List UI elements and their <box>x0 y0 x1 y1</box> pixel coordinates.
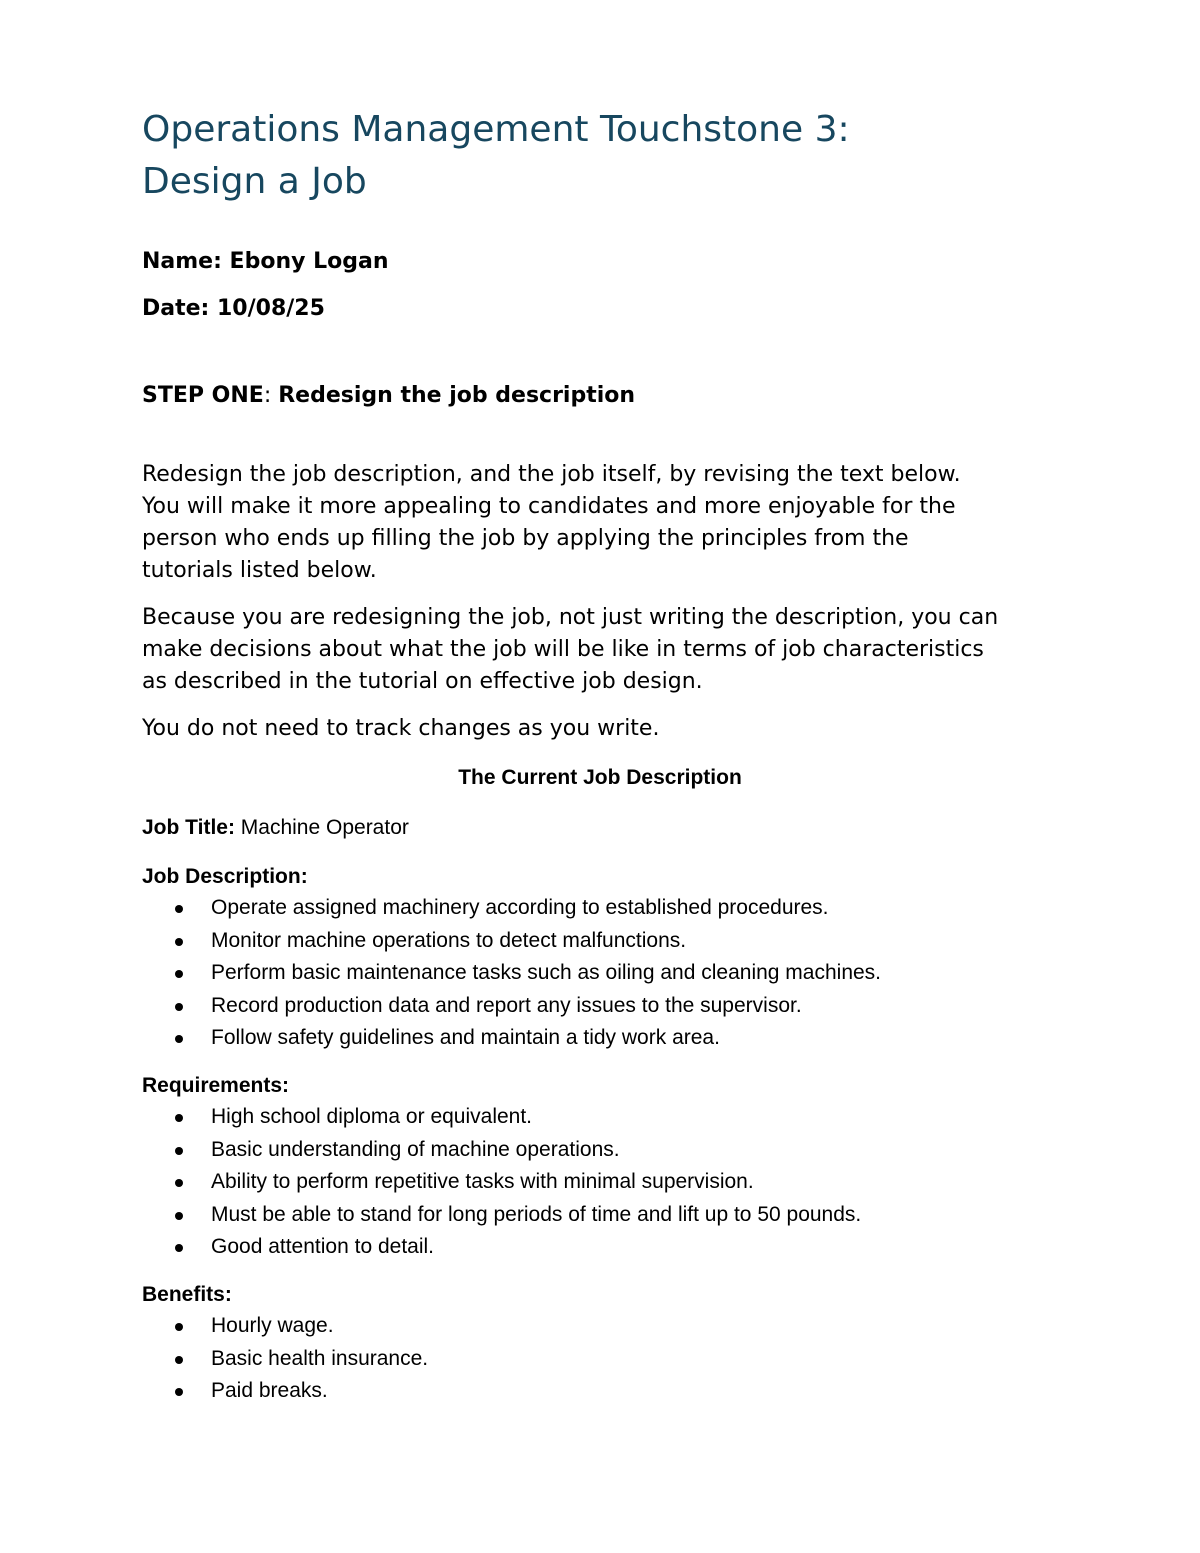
bullet-icon <box>175 1323 183 1331</box>
list-item-text: Must be able to stand for long periods of time and lift up to 50 pounds. <box>211 1202 862 1226</box>
list-item <box>142 1166 861 1199</box>
bullet-icon <box>175 1356 183 1364</box>
instruction-line: as described in the tutorial on effective job design. <box>142 669 703 694</box>
instruction-line: Because you are redesigning the job, not just writing the description, you can <box>142 605 999 630</box>
list-item-text: Record production data and report any issues to the supervisor. <box>211 993 802 1017</box>
bullet-icon <box>175 938 183 946</box>
benefits-list <box>142 1310 428 1408</box>
document-title <box>142 104 850 208</box>
bullet-icon <box>175 1114 183 1122</box>
list-item <box>142 1199 861 1232</box>
benefits-label <box>142 1281 232 1309</box>
instruction-line: person who ends up filling the job by applying the principles from the <box>142 526 909 551</box>
list-item <box>142 925 881 958</box>
current-job-heading: The Current Job Description <box>458 766 742 789</box>
list-item-text: Paid breaks. <box>211 1379 328 1402</box>
list-item <box>142 990 881 1023</box>
instruction-line: make decisions about what the job will be like in terms of job characteristics <box>142 637 984 662</box>
instruction-line: Redesign the job description, and the job itself, by revising the text below. <box>142 462 961 487</box>
requirements-list <box>142 1101 861 1264</box>
job-description-label-text: Job Description: <box>142 865 308 888</box>
list-item <box>142 892 881 925</box>
bullet-icon <box>175 1035 183 1043</box>
list-item-text: Hourly wage. <box>211 1314 334 1337</box>
submission-date: Date: 10/08/25 <box>142 296 325 321</box>
instruction-paragraph-1 <box>142 459 961 587</box>
instruction-paragraph-3: You do not need to track changes as you write. <box>142 716 660 741</box>
step-one-heading <box>142 382 635 410</box>
job-title-line <box>142 814 409 842</box>
list-item-text: Operate assigned machinery according to established procedures. <box>211 896 829 919</box>
bullet-icon <box>175 1003 183 1011</box>
list-item <box>142 1101 861 1134</box>
job-title-value: Machine Operator <box>234 816 409 839</box>
list-item-text: Basic health insurance. <box>211 1346 429 1370</box>
bullet-icon <box>175 1179 183 1187</box>
instruction-paragraph-2 <box>142 602 998 698</box>
bullet-icon <box>175 1244 183 1252</box>
list-item-text: Ability to perform repetitive tasks with minimal supervision. <box>211 1170 754 1193</box>
step-one-separator: : <box>263 383 279 408</box>
list-item <box>142 1310 428 1343</box>
list-item-text: Perform basic maintenance tasks such as oiling and cleaning machines. <box>211 961 882 984</box>
title-line-2: Design a Job <box>142 161 367 202</box>
requirements-label-text: Requirements: <box>142 1074 290 1097</box>
instruction-line: tutorials listed below. <box>142 558 377 583</box>
bullet-icon <box>175 1212 183 1220</box>
bullet-icon <box>175 1388 183 1396</box>
step-one-label: STEP ONE <box>142 383 264 408</box>
job-title-label: Job Title: <box>142 816 235 839</box>
student-name: Name: Ebony Logan <box>142 249 389 274</box>
bullet-icon <box>175 905 183 913</box>
list-item <box>142 957 881 990</box>
list-item-text: High school diploma or equivalent. <box>211 1105 533 1128</box>
requirements-label <box>142 1072 289 1100</box>
list-item-text: Follow safety guidelines and maintain a tidy work area. <box>211 1026 720 1049</box>
list-item <box>142 1343 428 1376</box>
bullet-icon <box>175 970 183 978</box>
title-line-1: Operations Management Touchstone 3: <box>142 109 850 150</box>
list-item-text: Good attention to detail. <box>211 1235 434 1258</box>
list-item <box>142 1375 428 1408</box>
job-description-label <box>142 863 308 891</box>
benefits-label-text: Benefits: <box>142 1283 232 1306</box>
list-item <box>142 1231 861 1264</box>
list-item <box>142 1022 881 1055</box>
job-description-list <box>142 892 881 1055</box>
step-one-title: Redesign the job description <box>278 383 636 408</box>
list-item-text: Monitor machine operations to detect malfunctions. <box>211 928 687 952</box>
bullet-icon <box>175 1147 183 1155</box>
list-item <box>142 1134 861 1167</box>
list-item-text: Basic understanding of machine operations. <box>211 1137 620 1161</box>
instruction-line: You will make it more appealing to candidates and more enjoyable for the <box>142 494 956 519</box>
